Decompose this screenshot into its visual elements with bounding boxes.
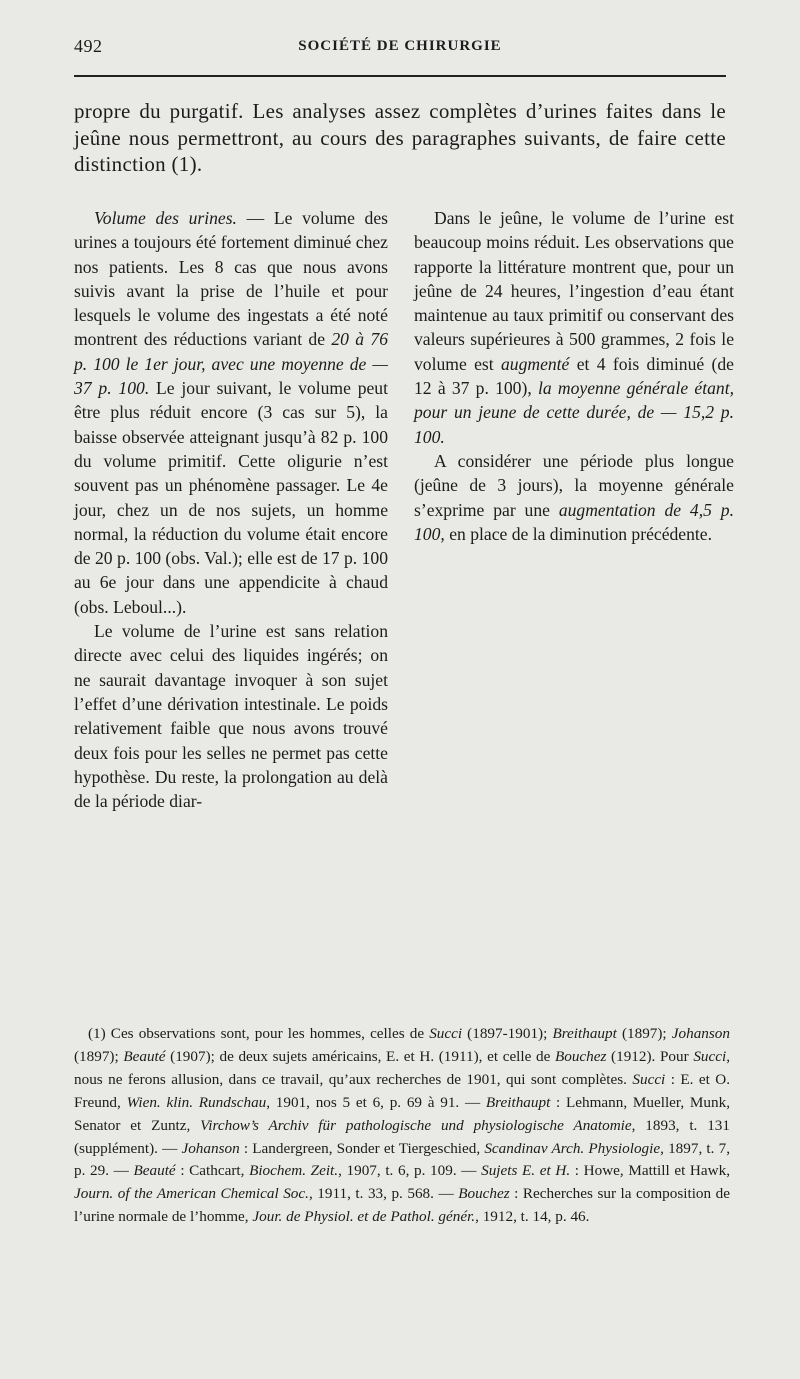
page-header — [74, 36, 726, 62]
left-column — [74, 206, 388, 813]
left-paragraph-1: Volume des urines. — Le volume des urines a toujours été fortement diminué chez nos patients. Les 8 cas que nous avons suivis avant la prise de l’huile et pour lesquels le volume des ingestats a été noté montrent des réductions variant de 20 à 76 p. 100 le 1er jour, avec une moyenne de — 37 p. 100. Le jour suivant, le volume peut être plus réduit encore (3 cas sur 5), la baisse observée atteignant jusqu’à 82 p. 100 du volume primitif. Cette oligurie n’est souvent pas un phénomène passager. Le 4e jour, chez un de nos sujets, un homme normal, la réduction du volume était encore de 20 p. 100 (obs. Val.); elle est de 17 p. 100 au 6e jour dans une appendicite à chaud (obs. Leboul...). — [74, 208, 388, 617]
left-paragraph-2: Le volume de l’urine est sans relation directe avec celui des liquides ingérés; on ne saurait davantage invoquer à son sujet l’effet d’une dérivation intestinale. Le poids relativement faible que nous avons trouvé deux fois pour les selles ne permet pas cette hypothèse. Du reste, la prolongation au delà de la période diar- — [74, 621, 388, 812]
right-paragraph-1: Dans le jeûne, le volume de l’urine est beaucoup moins réduit. Les observations que rapporte la littérature montrent que, pour un jeûne de 24 heures, l’ingestion d’eau étant maintenue au taux primitif ou conservant des valeurs supérieures à 500 grammes, 2 fois le volume est augmenté et 4 fois diminué (de 12 à 37 p. 100), la moyenne générale étant, pour un jeune de cette durée, de — 15,2 p. 100. — [414, 208, 734, 447]
header-rule — [74, 75, 726, 77]
running-title: SOCIÉTÉ DE CHIRURGIE — [298, 38, 502, 54]
right-column — [414, 206, 734, 546]
footnote — [74, 1023, 730, 1229]
footnote-text: (1) Ces observations sont, pour les hommes, celles de Succi (1897-1901); Breithaupt (1897); Johanson (1897); Beauté (1907); de deux sujets américains, E. et H. (1911), et celle de Bouchez (1912). Pour Succi, nous ne ferons allusion, dans ce travail, qu’aux recherches de 1901, qui sont complètes. Succi : E. et O. Freund, Wien. klin. Rundschau, 1901, nos 5 et 6, p. 69 à 91. — Breithaupt : Lehmann, Mueller, Munk, Senator et Zuntz, Virchow’s Archiv für pathologische und physiologische Anatomie, 1893, t. 131 (supplément). — Johanson : Landergreen, Sonder et Tiergeschied, Scandinav Arch. Physiologie, 1897, t. 7, p. 29. — Beauté : Cathcart, Biochem. Zeit., 1907, t. 6, p. 109. — Sujets E. et H. : Howe, Mattill et Hawk, Journ. of the American Chemical Soc., 1911, t. 33, p. 568. — Bouchez : Recherches sur la composition de l’urine normale de l’homme, Jour. de Physiol. et de Pathol. génér., 1912, t. 14, p. 46. — [74, 1025, 730, 1226]
section-heading: Volume des urines. — [94, 208, 237, 228]
page-number: 492 — [74, 36, 103, 56]
right-paragraph-2: A considérer une période plus longue (jeûne de 3 jours), la moyenne générale s’exprime par une augmentation de 4,5 p. 100, en place de la diminution précédente. — [414, 450, 734, 544]
intro-paragraph: propre du purgatif. Les analyses assez complètes d’urines faites dans le jeûne nous permettront, au cours des paragraphes suivants, de faire cette distinction (1). — [74, 99, 726, 176]
